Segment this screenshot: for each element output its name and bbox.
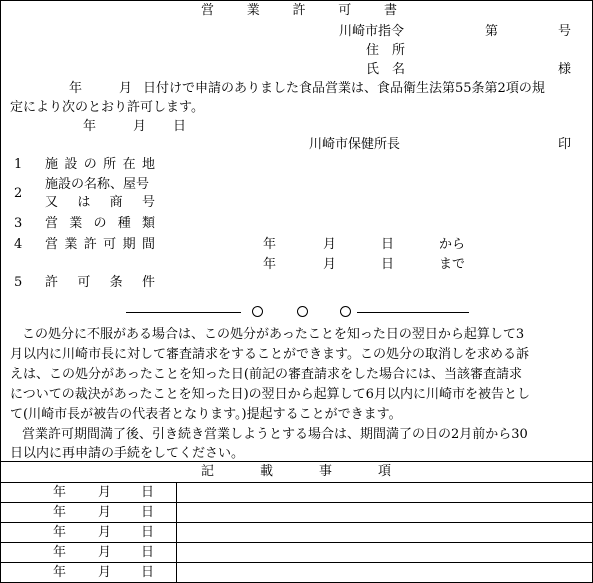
item-number: 4 — [14, 237, 23, 252]
item-label-facility-name: 施設の名称、屋号 — [45, 177, 150, 192]
notice-line: 営業許可期間満了後、引き続き営業しようとする場合は、期間満了の日の2月前から30 — [22, 427, 528, 442]
address-label: 住 所 — [366, 43, 406, 58]
circle-mark — [297, 306, 308, 317]
notice-line: この処分に不服がある場合は、この処分があったことを知った日の翌日から起算して3 — [22, 327, 525, 342]
record-day: 日 — [141, 485, 155, 500]
item-label-trade-name: 又 は 商 号 — [45, 195, 155, 210]
honorific: 様 — [558, 62, 572, 77]
record-month: 月 — [98, 545, 112, 560]
notice-line: 月以内に川崎市長に対して審査請求をすることができます。この処分の取消しを求める訴 — [10, 347, 529, 362]
circle-mark — [252, 306, 263, 317]
record-day: 日 — [141, 565, 155, 580]
item-label-conditions: 許 可 条 件 — [45, 275, 155, 290]
authority: 川崎市保健所長 — [309, 137, 401, 152]
period-from-day: 日 — [381, 237, 395, 252]
record-year: 年 — [53, 545, 67, 560]
notice-line: についての裁決があったことを知った日)の翌日から起算して6月以内に川崎市を被告とし — [10, 387, 530, 402]
divider-right — [357, 312, 469, 313]
record-month: 月 — [98, 505, 112, 520]
intro-year: 年 — [69, 81, 83, 96]
record-year: 年 — [53, 565, 67, 580]
item-number: 1 — [14, 157, 23, 172]
title-char: 営 — [201, 3, 215, 18]
row-rule — [1, 562, 592, 563]
record-day: 日 — [141, 505, 155, 520]
records-top-rule — [1, 461, 592, 462]
issue-year: 年 — [83, 119, 97, 134]
record-day: 日 — [141, 525, 155, 540]
period-from-month: 月 — [323, 237, 337, 252]
intro-text-line2: 定により次のとおり許可します。 — [10, 100, 204, 115]
item-number: 3 — [14, 216, 23, 231]
period-to-suffix: まで — [439, 257, 466, 272]
item-number: 5 — [14, 275, 23, 290]
record-month: 月 — [98, 485, 112, 500]
title-char: 業 — [246, 3, 260, 18]
records-divider — [176, 482, 177, 582]
record-year: 年 — [53, 485, 67, 500]
issue-month: 月 — [133, 119, 147, 134]
issue-day: 日 — [173, 119, 187, 134]
item-label-location: 施 設 の 所 在 地 — [45, 157, 155, 172]
period-to-day: 日 — [381, 257, 395, 272]
designation-dai: 第 — [485, 24, 499, 39]
row-rule — [1, 542, 592, 543]
records-header-rule — [1, 482, 592, 483]
title-char: 書 — [383, 3, 397, 18]
record-day: 日 — [141, 545, 155, 560]
item-label-business-type: 営 業 の 種 類 — [45, 216, 155, 231]
notice-line: て(川崎市長が被告の代表者となります。)提起することができます。 — [10, 407, 402, 422]
circle-mark — [340, 306, 351, 317]
record-month: 月 — [98, 525, 112, 540]
records-header: 記 載 事 項 — [201, 464, 391, 479]
notice-line: 日以内に再申請の手続をしてください。 — [10, 446, 245, 461]
record-year: 年 — [53, 505, 67, 520]
title-char: 可 — [338, 3, 352, 18]
document-title — [201, 3, 397, 19]
title-char: 許 — [292, 3, 306, 18]
notice-line: えは、この処分があったことを知った日(前記の審査請求をした場合には、当該審査請求 — [10, 367, 522, 382]
period-from-suffix: から — [439, 237, 466, 252]
record-year: 年 — [53, 525, 67, 540]
row-rule — [1, 502, 592, 503]
divider-left — [126, 312, 241, 313]
name-label: 氏 名 — [366, 62, 406, 77]
period-from-year: 年 — [263, 237, 277, 252]
period-to-year: 年 — [263, 257, 277, 272]
intro-month: 月 — [119, 81, 133, 96]
seal-mark: 印 — [558, 137, 572, 152]
record-month: 月 — [98, 565, 112, 580]
item-label-permit-period: 営 業 許 可 期 間 — [45, 237, 155, 252]
intro-text: 日付けで申請のありました食品営業は、食品衛生法第55条第2項の規 — [143, 81, 545, 96]
designation-prefix: 川崎市指令 — [339, 24, 405, 39]
row-rule — [1, 522, 592, 523]
designation-go: 号 — [558, 24, 572, 39]
item-number: 2 — [14, 186, 23, 201]
period-to-month: 月 — [323, 257, 337, 272]
